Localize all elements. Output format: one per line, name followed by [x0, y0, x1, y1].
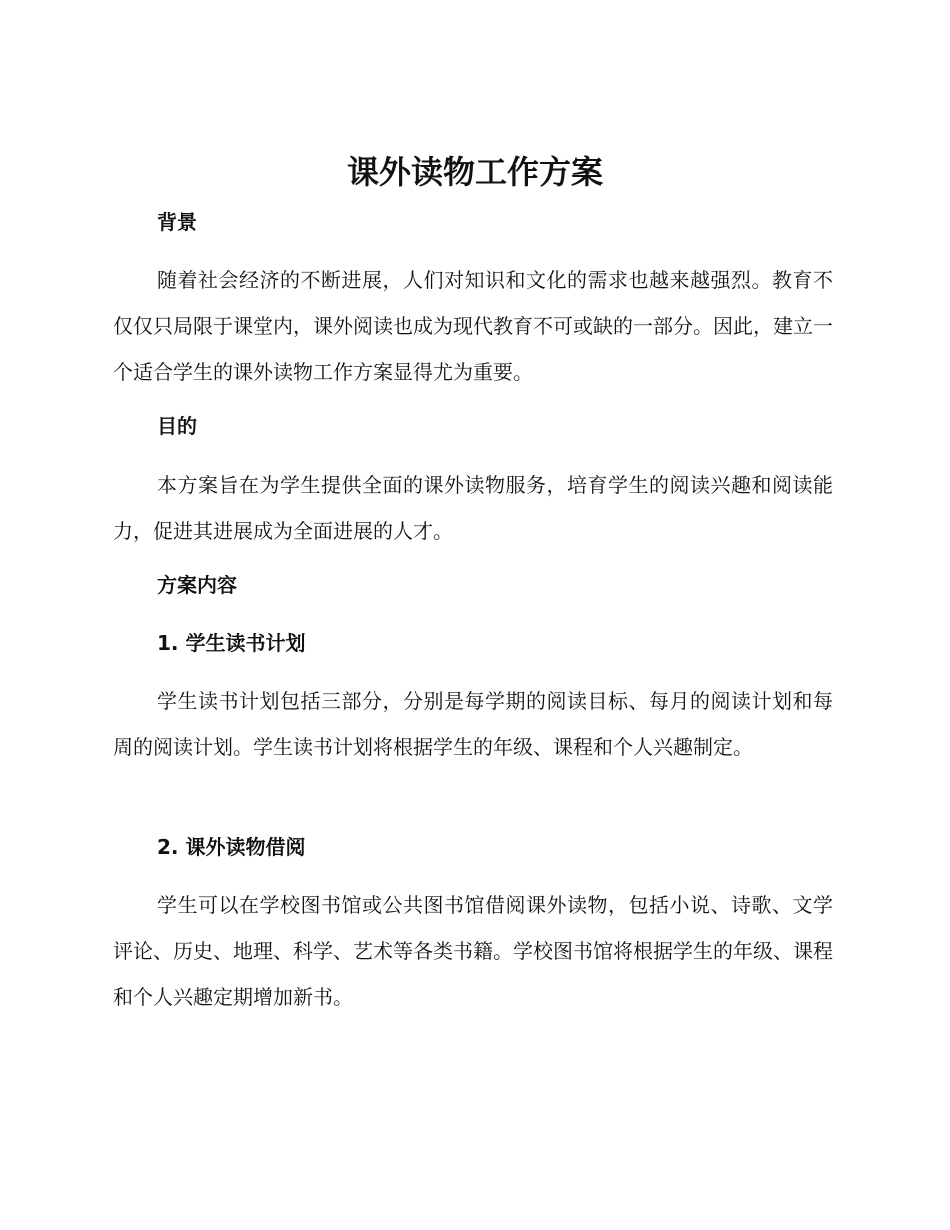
section-paragraph-borrowing: 学生可以在学校图书馆或公共图书馆借阅课外读物，包括小说、诗歌、文学评论、历史、地理、科学、艺术等各类书籍。学校图书馆将根据学生的年级、课程和个人兴趣定期增加新书。 — [113, 893, 833, 1009]
section-heading-purpose: 目的 — [157, 414, 197, 438]
section-heading-plan-content: 方案内容 — [157, 573, 237, 597]
section-paragraph-purpose: 本方案旨在为学生提供全面的课外读物服务，培育学生的阅读兴趣和阅读能力，促进其进展成为全面进展的人才。 — [113, 473, 833, 543]
section-heading-borrowing: 2. 课外读物借阅 — [157, 835, 306, 859]
section-heading-background: 背景 — [157, 210, 197, 234]
section-paragraph-reading-plan: 学生读书计划包括三部分，分别是每学期的阅读目标、每月的阅读计划和每周的阅读计划。学生读书计划将根据学生的年级、课程和个人兴趣制定。 — [113, 689, 833, 759]
section-heading-reading-plan: 1. 学生读书计划 — [157, 631, 306, 655]
section-paragraph-background: 随着社会经济的不断进展，人们对知识和文化的需求也越来越强烈。教育不仅仅只局限于课堂内，课外阅读也成为现代教育不可或缺的一部分。因此，建立一个适合学生的课外读物工作方案显得尤为重要。 — [113, 268, 833, 384]
document-title: 课外读物工作方案 — [346, 153, 603, 191]
